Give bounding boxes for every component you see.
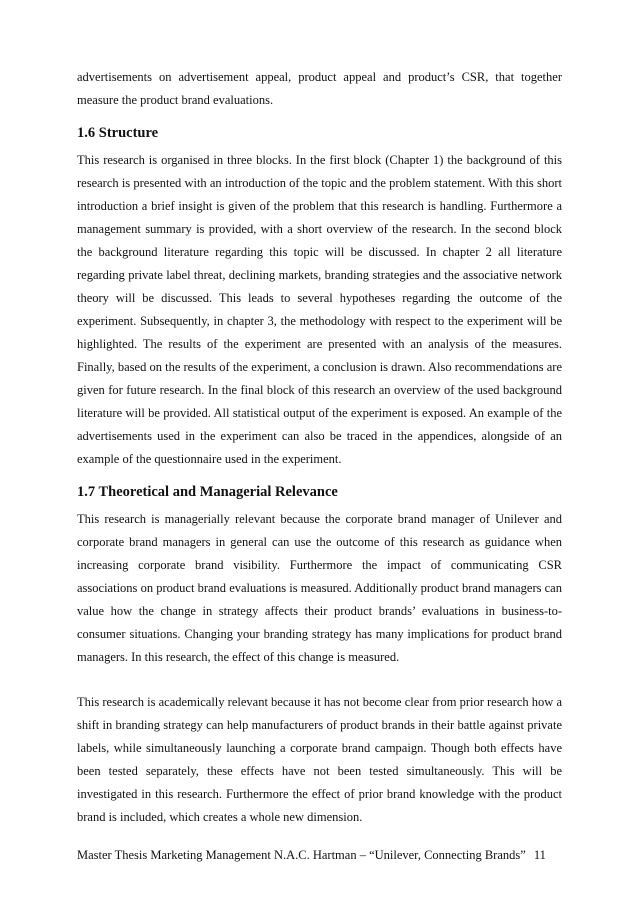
structure-paragraph: This research is organised in three blocks. In the first block (Chapter 1) the background of this research is presented with an introduction of the topic and the problem statement. With this short introduction a brief insight is given of the problem that this research is handling. Furthermore a management summary is provided, with a short overview of the research. In the second block the background literature regarding this topic will be discussed. In chapter 2 all literature regarding private label threat, declining markets, branding strategies and the associative network theory will be discussed. This leads to several hypotheses regarding the outcome of the experiment. Subsequently, in chapter 3, the methodology with respect to the experiment will be highlighted. The results of the experiment are presented with an analysis of the measures. Finally, based on the results of the experiment, a conclusion is drawn. Also recommendations are given for future research. In the final block of this research an overview of the used background literature will be provided. All statistical output of the experiment is exposed. An example of the advertisements used in the experiment can also be traced in the appendices, alongside of an example of the questionnaire used in the experiment. (77, 153, 562, 466)
page-footer (77, 847, 562, 863)
section-heading-relevance: 1.7 Theoretical and Managerial Relevance (77, 484, 338, 500)
managerial-relevance-paragraph: This research is managerially relevant because the corporate brand manager of Unilever and corporate brand managers in general can use the outcome of this research as guidance when increasing corporate brand visibility. Furthermore the impact of communicating CSR associations on product brand evaluations is measured. Additionally product brand managers can value how the change in strategy affects their product brands’ evaluations in business-to-consumer situations. Changing your branding strategy has many implications for product brand managers. In this research, the effect of this change is measured. (77, 512, 562, 664)
academic-relevance-paragraph: This research is academically relevant because it has not become clear from prior research how a shift in branding strategy can help manufacturers of product brands in their battle against private labels, while simultaneously launching a corporate brand campaign. Though both effects have been tested separately, these effects have not been tested simultaneously. This will be investigated in this research. Furthermore the effect of prior brand knowledge with the product brand is included, which creates a whole new dimension. (77, 695, 562, 824)
footer-text: Master Thesis Marketing Management N.A.C. Hartman – “Unilever, Connecting Brands” (77, 848, 526, 862)
page-number: 11 (533, 848, 546, 862)
intro-paragraph: advertisements on advertisement appeal, product appeal and product’s CSR, that together measure the product brand evaluations. (77, 70, 562, 107)
document-page (77, 66, 562, 829)
section-heading-structure: 1.6 Structure (77, 125, 159, 141)
